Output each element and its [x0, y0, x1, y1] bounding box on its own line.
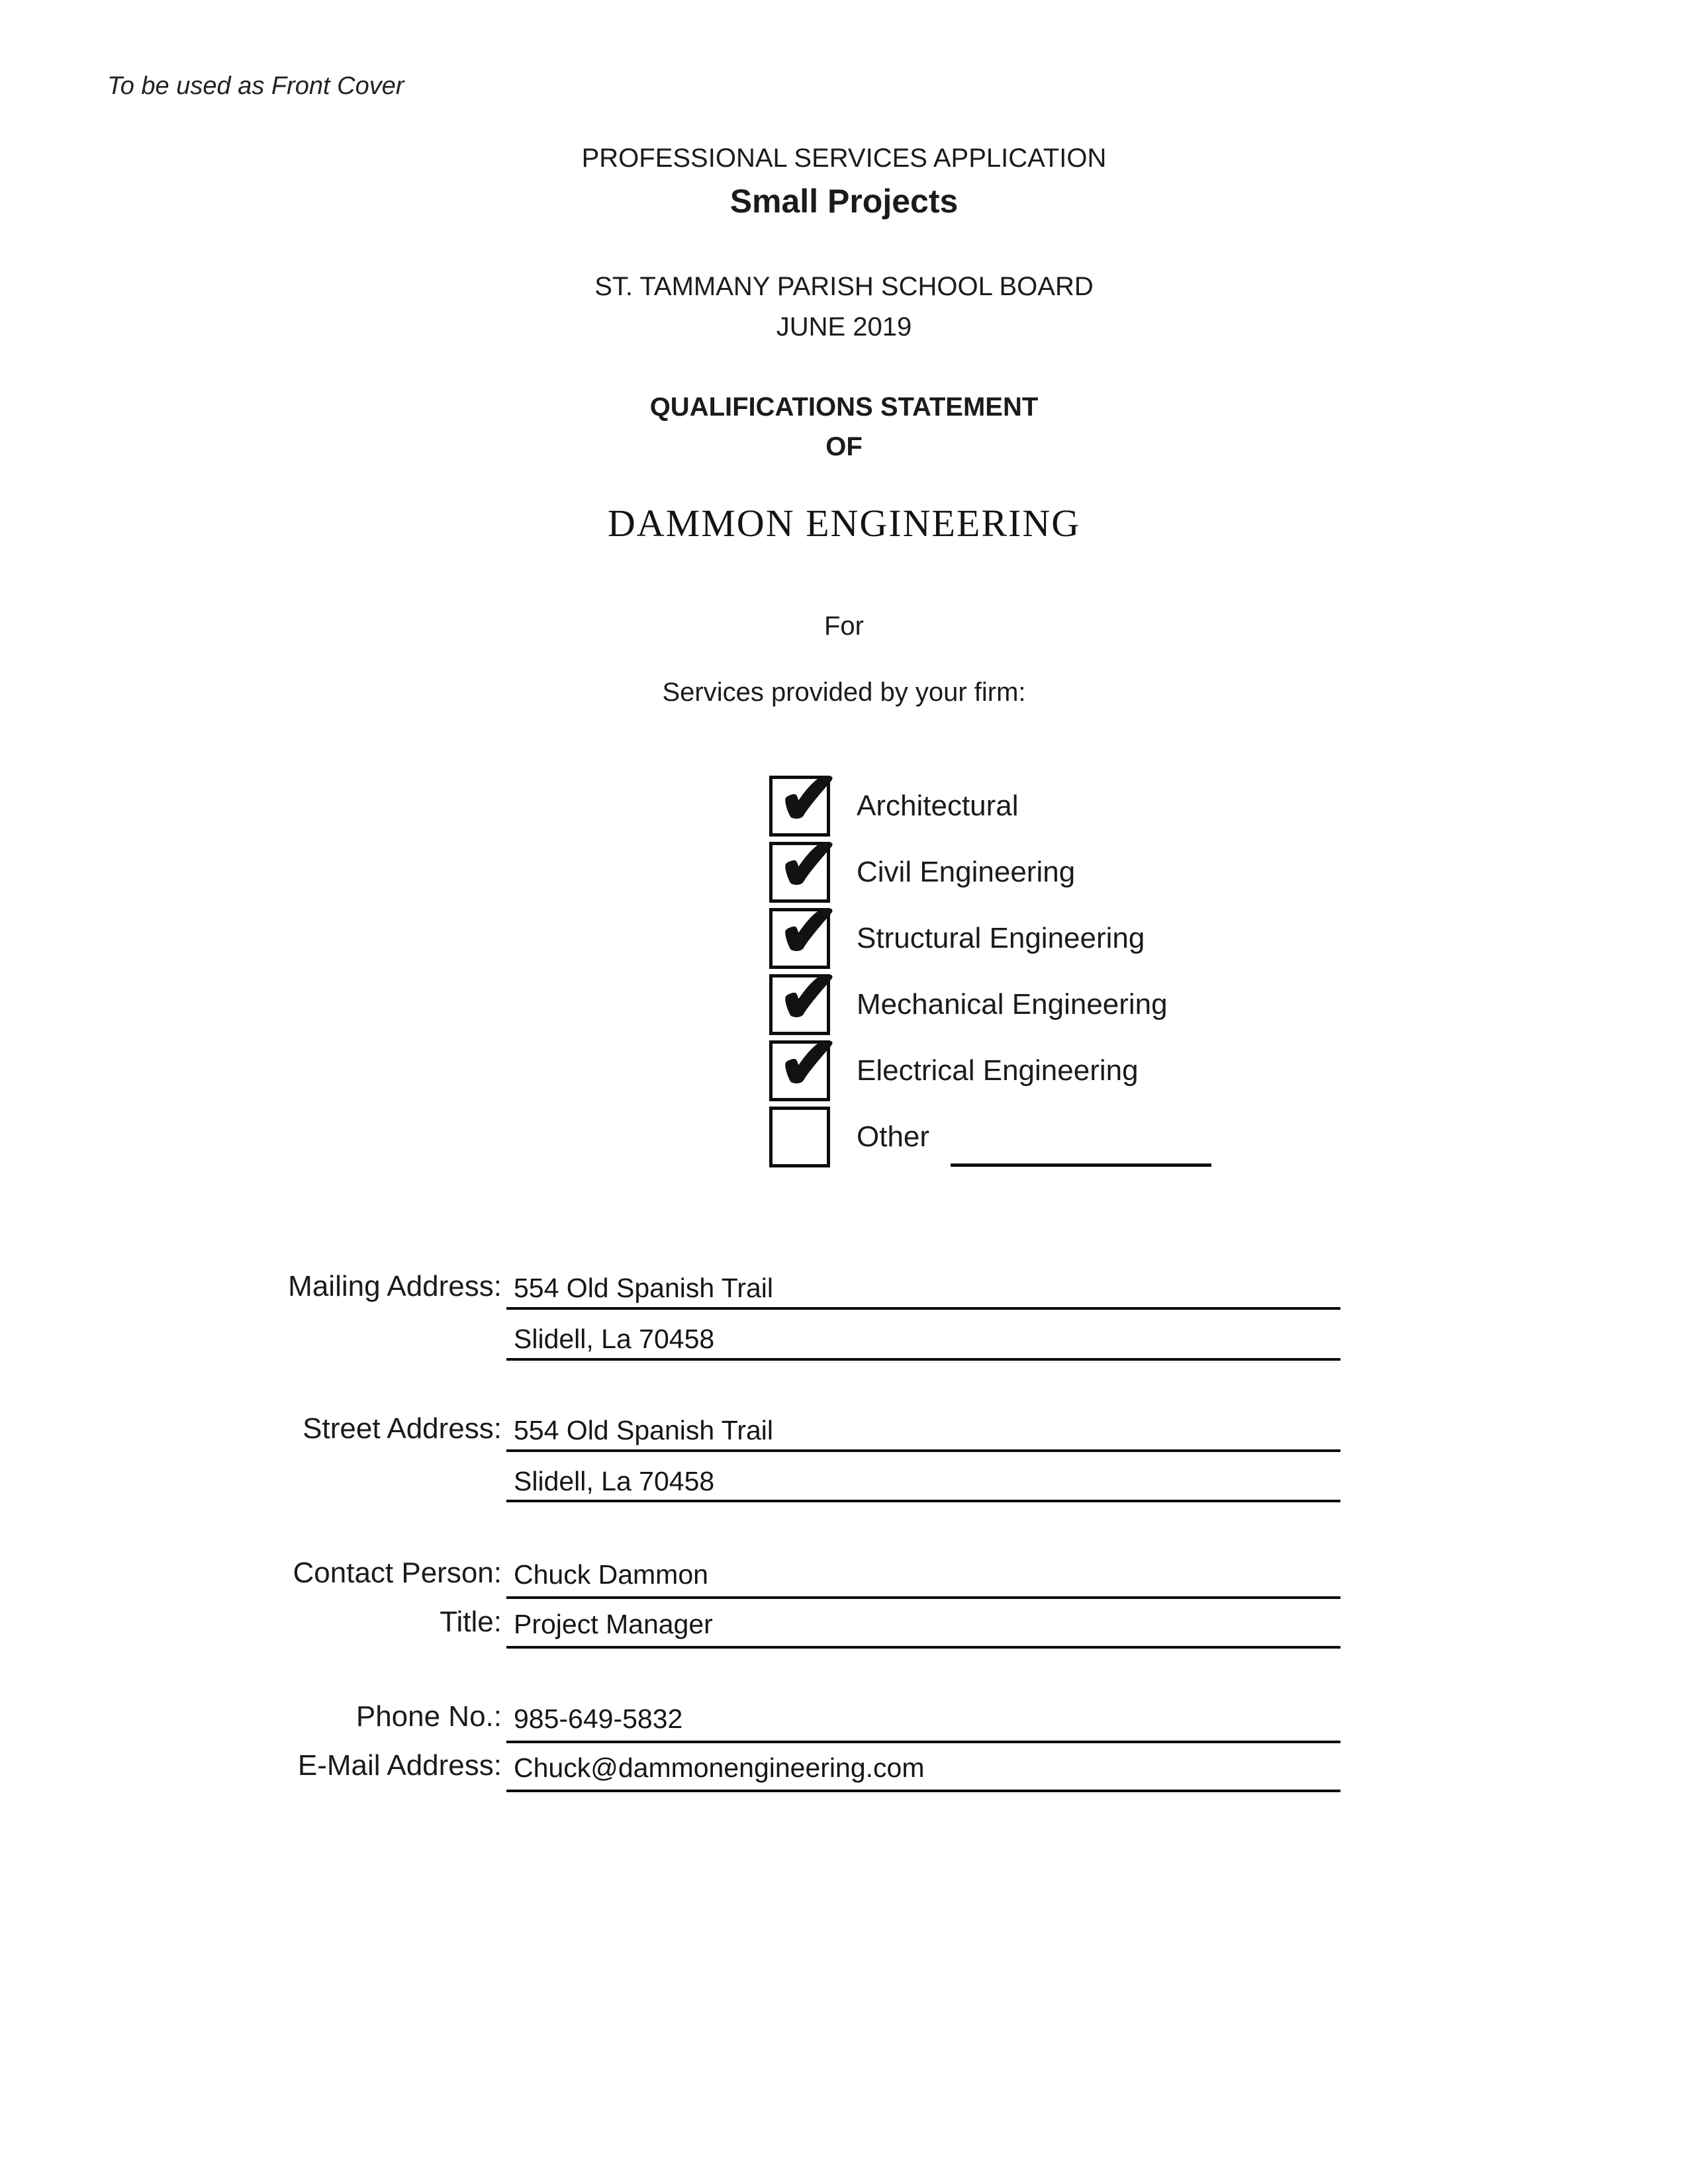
checkmark-icon: ✔	[778, 823, 840, 906]
street-address-line2-rule	[506, 1500, 1340, 1502]
street-address-label: Street Address:	[303, 1412, 502, 1445]
service-label: Mechanical Engineering	[857, 988, 1168, 1021]
title-value[interactable]: Project Manager	[514, 1609, 713, 1639]
contact-person-rule	[506, 1596, 1340, 1599]
mailing-address-line1[interactable]: 554 Old Spanish Trail	[514, 1273, 774, 1303]
service-row-electrical	[769, 1022, 1139, 1105]
service-label: Structural Engineering	[857, 922, 1145, 954]
service-label: Other	[857, 1120, 930, 1153]
mailing-address-label: Mailing Address:	[288, 1270, 502, 1302]
organization-name: ST. TAMMANY PARISH SCHOOL BOARD	[594, 272, 1094, 301]
mailing-address-line2[interactable]: Slidell, La 70458	[514, 1324, 715, 1354]
service-label: Civil Engineering	[857, 856, 1076, 888]
title-label: Title:	[440, 1606, 502, 1638]
checkbox-electrical-engineering[interactable]	[769, 1022, 840, 1105]
firm-name: DAMMON ENGINEERING	[607, 502, 1081, 545]
document-date: JUNE 2019	[776, 312, 912, 341]
services-prompt: Services provided by your firm:	[662, 678, 1026, 707]
application-title: PROFESSIONAL SERVICES APPLICATION	[581, 144, 1107, 173]
contact-person-value[interactable]: Chuck Dammon	[514, 1559, 708, 1590]
street-address-line1[interactable]: 554 Old Spanish Trail	[514, 1415, 774, 1445]
checkmark-icon: ✔	[778, 757, 840, 840]
other-fill-in-line[interactable]	[951, 1163, 1211, 1167]
phone-value[interactable]: 985-649-5832	[514, 1704, 683, 1734]
street-address-line2[interactable]: Slidell, La 70458	[514, 1466, 715, 1496]
service-row-other	[769, 1107, 929, 1167]
contact-person-label: Contact Person:	[293, 1557, 502, 1589]
title-rule	[506, 1646, 1340, 1649]
checkmark-icon: ✔	[778, 889, 840, 972]
mailing-address-line1-rule	[506, 1307, 1340, 1310]
email-rule	[506, 1790, 1340, 1792]
street-address-line1-rule	[506, 1449, 1340, 1452]
checkmark-icon: ✔	[778, 956, 840, 1038]
service-label: Architectural	[857, 790, 1019, 822]
phone-rule	[506, 1741, 1340, 1743]
service-label: Electrical Engineering	[857, 1054, 1139, 1087]
email-label: E-Mail Address:	[297, 1749, 502, 1782]
statement-of: OF	[825, 432, 863, 461]
front-cover-note: To be used as Front Cover	[107, 72, 404, 100]
checkmark-icon: ✔	[778, 1022, 840, 1105]
statement-title: QUALIFICATIONS STATEMENT	[649, 392, 1039, 422]
mailing-address-line2-rule	[506, 1358, 1340, 1361]
for-label: For	[824, 612, 864, 641]
email-value[interactable]: Chuck@dammonengineering.com	[514, 1752, 925, 1783]
phone-label: Phone No.:	[355, 1700, 502, 1733]
application-subtitle: Small Projects	[729, 183, 959, 220]
checkbox-other[interactable]	[769, 1107, 830, 1167]
